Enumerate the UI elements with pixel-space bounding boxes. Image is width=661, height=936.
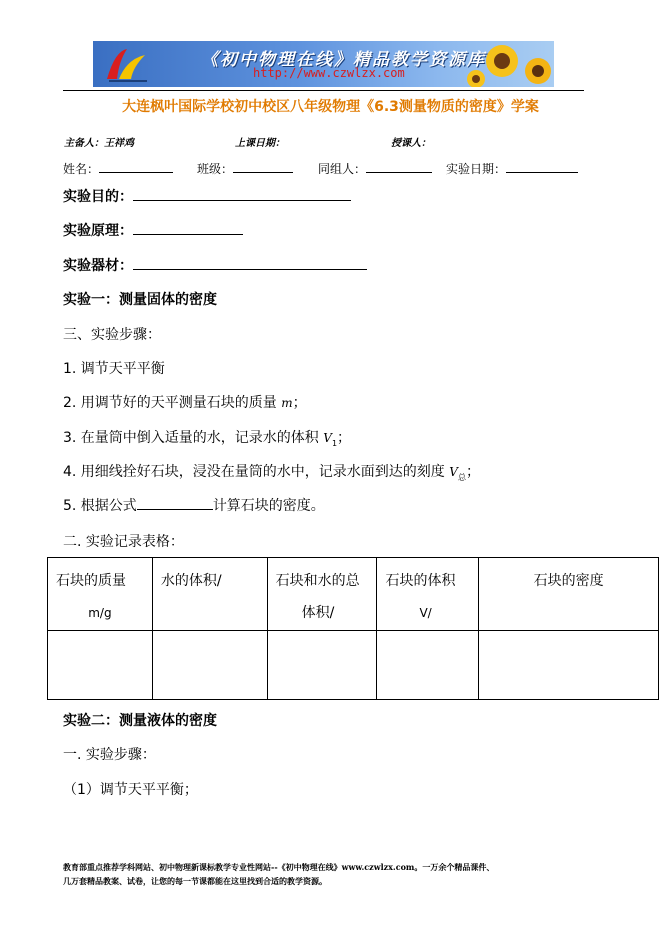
teacher-label: 授课人： [391, 138, 431, 149]
group-label: 同组人： [318, 162, 367, 176]
header-stone-density: 石块的密度 [479, 558, 659, 631]
header-stone-volume: 石块的体积 V/ [377, 558, 479, 631]
site-logo-icon [105, 45, 149, 83]
experiment2-title: 实验二：测量液体的密度 [63, 713, 217, 729]
cell-stone-mass[interactable] [48, 631, 153, 700]
exp2-steps-label: 一. 实验步骤： [63, 747, 156, 763]
experiment1-title: 实验一：测量固体的密度 [63, 292, 217, 308]
header-water-volume: 水的体积/ [152, 558, 267, 631]
formula-blank[interactable] [137, 497, 213, 510]
class-label: 班级： [197, 162, 234, 176]
cell-water-volume[interactable] [152, 631, 267, 700]
step-2: 2. 用调节好的天平测量石块的质量 m； [63, 395, 307, 411]
class-field[interactable] [197, 160, 293, 177]
record-label: 二. 实验记录表格： [63, 534, 184, 550]
step-3: 3. 在量筒中倒入适量的水，记录水的体积 $V_1$； [63, 430, 352, 448]
cell-stone-density[interactable] [479, 631, 659, 700]
banner-title: 《初中物理在线》精品教学资源库 [201, 50, 486, 70]
equipment-heading[interactable]: 实验器材： [63, 255, 367, 275]
header-stone-mass: 石块的质量 m/g [48, 558, 153, 631]
class-date-label: 上课日期： [235, 138, 285, 149]
site-banner [93, 41, 554, 87]
header-rule [63, 90, 584, 91]
purpose-heading[interactable]: 实验目的： [63, 186, 351, 206]
page-footer: 教育部重点推荐学科网站、初中物理新课标教学专业性网站--《初中物理在线》www.czwlzx.com。一万余个精品课件、 几万套精品教案、试卷，让您的每一节课都能在这里找到合适的教学资源。 [63, 862, 495, 886]
steps-label: 三、实验步骤： [63, 327, 161, 343]
name-label: 姓名： [63, 162, 100, 176]
cell-stone-volume[interactable] [377, 631, 479, 700]
banner-url: http://www.czwlzx.com [253, 66, 405, 80]
step-5[interactable]: 5. 根据公式 计算石块的密度。 [63, 498, 325, 514]
exp2-step-1: （1）调节天平平衡； [63, 782, 198, 798]
step-4: 4. 用细线拴好石块，浸没在量筒的水中，记录水面到达的刻度 $V_总$； [63, 464, 480, 482]
record-table [47, 557, 659, 700]
preparer-label: 主备人：王祥鸡 [64, 138, 134, 149]
exp-date-label: 实验日期： [446, 162, 507, 176]
group-field[interactable] [318, 160, 432, 177]
exp-date-field[interactable] [446, 160, 578, 177]
header-total-volume: 石块和水的总 体积/ [267, 558, 377, 631]
document-title: 大连枫叶国际学校初中校区八年级物理《6.3测量物质的密度》学案 [122, 99, 539, 115]
table-header-row [48, 558, 659, 631]
name-field[interactable] [63, 160, 173, 177]
sunflower-icon [464, 41, 554, 87]
table-row [48, 631, 659, 700]
cell-total-volume[interactable] [267, 631, 377, 700]
step-1: 1. 调节天平平衡 [63, 361, 165, 377]
principle-heading[interactable]: 实验原理： [63, 220, 243, 240]
